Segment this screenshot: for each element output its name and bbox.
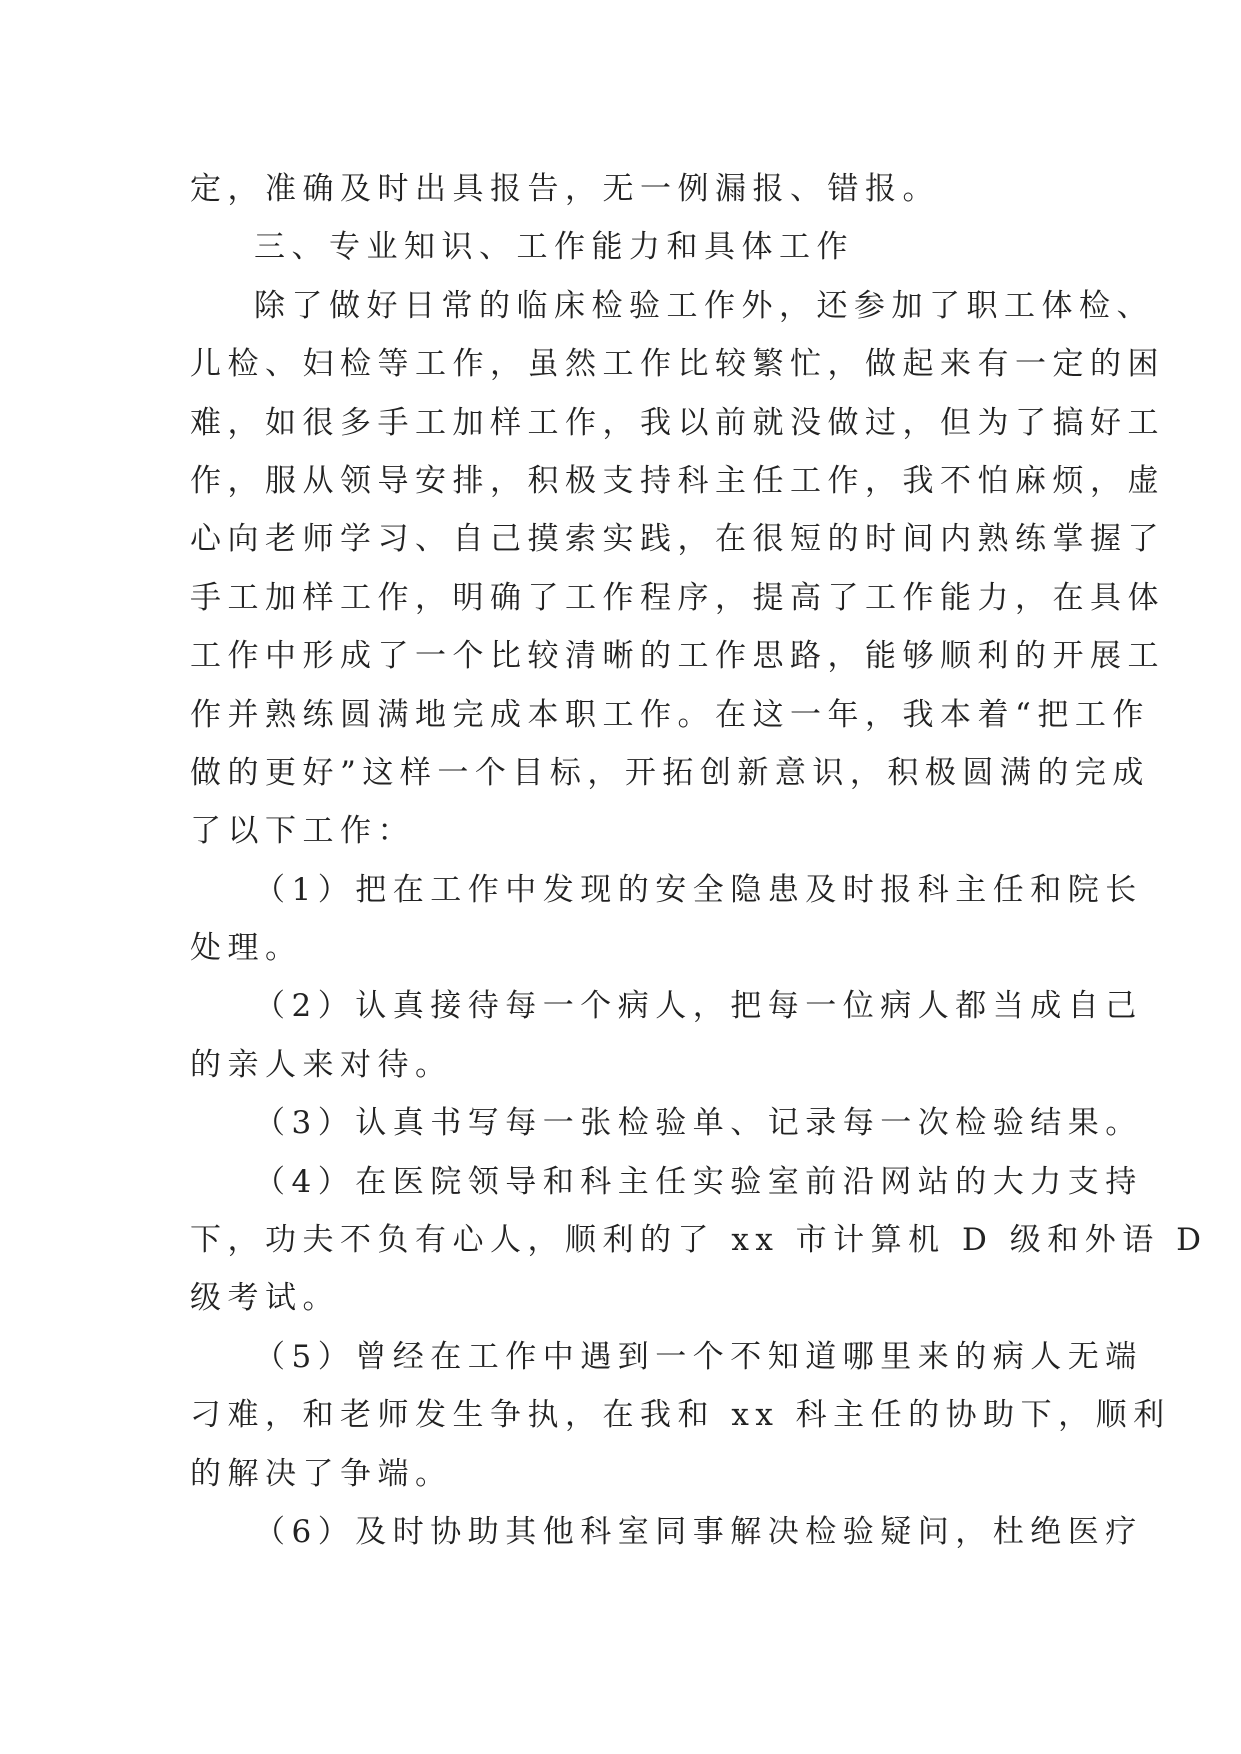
text-line: 下，功夫不负有心人，顺利的了 xx 市计算机 D 级和外语 D <box>190 1222 1208 1259</box>
text-line: 除了做好日常的临床检验工作外，还参加了职工体检、 <box>254 287 1154 324</box>
text-line: 心向老师学习、自己摸索实践，在很短的时间内熟练掌握了 <box>190 521 1165 558</box>
list-item-3: （3）认真书写每一张检验单、记录每一次检验结果。 <box>254 1105 1143 1142</box>
text-line: 手工加样工作，明确了工作程序，提高了工作能力，在具体 <box>190 579 1165 616</box>
text-line: 难，如很多手工加样工作，我以前就没做过，但为了搞好工 <box>190 404 1165 441</box>
text-line: 做的更好”这样一个目标，开拓创新意识，积极圆满的完成 <box>190 754 1150 791</box>
text-line: 作，服从领导安排，积极支持科主任工作，我不怕麻烦，虚 <box>190 462 1165 499</box>
list-item-6: （6）及时协助其他科室同事解决检验疑问，杜绝医疗 <box>254 1513 1143 1550</box>
text-line: 定，准确及时出具报告，无一例漏报、错报。 <box>190 171 940 207</box>
document-body <box>190 160 1208 1561</box>
list-item-2: （2）认真接待每一个病人，把每一位病人都当成自己 <box>254 988 1143 1025</box>
text-line: 的亲人来对待。 <box>190 1046 453 1083</box>
list-item-4: （4）在医院领导和科主任实验室前沿网站的大力支持 <box>254 1163 1143 1200</box>
text-line: 刁难，和老师发生争执，在我和 xx 科主任的协助下，顺利 <box>190 1397 1171 1434</box>
text-line: 儿检、妇检等工作，虽然工作比较繁忙，做起来有一定的困 <box>190 346 1165 383</box>
text-line: 了以下工作： <box>190 813 415 850</box>
text-line: 级考试。 <box>190 1280 340 1317</box>
text-line: 工作中形成了一个比较清晰的工作思路，能够顺利的开展工 <box>190 638 1165 675</box>
text-line: 作并熟练圆满地完成本职工作。在这一年，我本着“把工作 <box>190 696 1150 733</box>
list-item-1: （1）把在工作中发现的安全隐患及时报科主任和院长 <box>254 871 1143 908</box>
text-line: 处理。 <box>190 930 303 967</box>
text-line: 的解决了争端。 <box>190 1455 453 1492</box>
section-heading: 三、专业知识、工作能力和具体工作 <box>254 229 854 266</box>
list-item-5: （5）曾经在工作中遇到一个不知道哪里来的病人无端 <box>254 1338 1143 1375</box>
